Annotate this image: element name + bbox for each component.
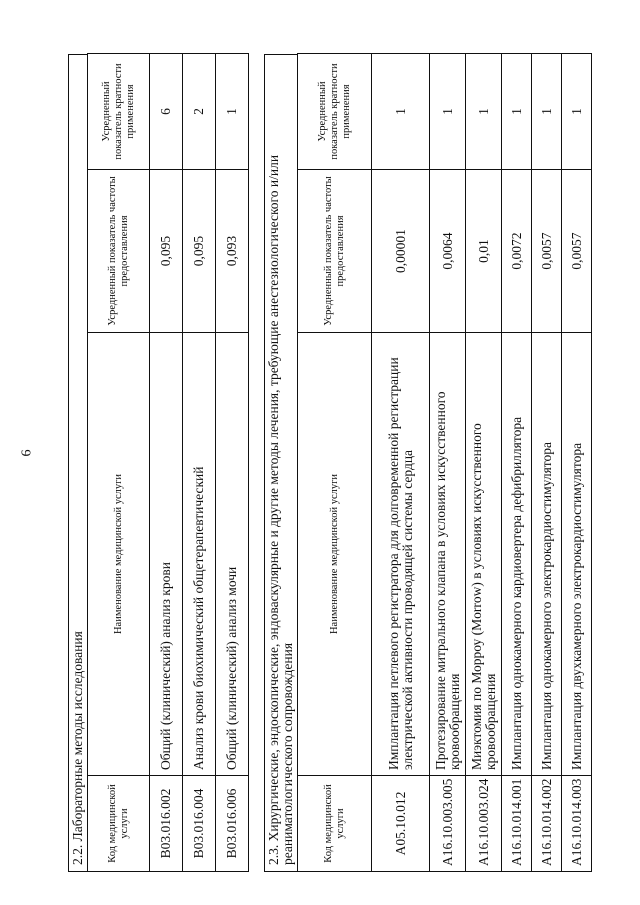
header-frequency: Усредненный показатель частоты предоставления (88, 170, 150, 333)
frequency-value: 0,095 (150, 170, 183, 333)
table-row (430, 54, 466, 872)
frequency-value: 0,093 (216, 170, 249, 333)
section-laboratory (68, 54, 249, 872)
header-name: Наименование медицинской услуги (88, 333, 150, 776)
header-frequency: Усредненный показатель частоты предоставления (298, 170, 372, 333)
service-name: Миэктомия по Морроу (Morrow) в условиях искусственного кровообращения (466, 333, 502, 776)
service-name: Имплантация однокамерного электрокардиостимулятора (532, 333, 562, 776)
service-name: Имплантация однокамерного кардиовертера дефибриллятора (502, 333, 532, 776)
service-code: A16.10.014.001 (502, 776, 532, 872)
service-name: Имплантация петлевого регистратора для долговременной регистрации электрической активности проводящей системы сердца (372, 333, 430, 776)
header-multiplicity: Усредненный показатель кратности применения (88, 54, 150, 170)
frequency-value: 0,095 (183, 170, 216, 333)
service-code: A16.10.003.024 (466, 776, 502, 872)
services-table (87, 53, 249, 872)
page-number: 6 (19, 449, 35, 457)
frequency-value: 0,0072 (502, 170, 532, 333)
frequency-value: 0,00001 (372, 170, 430, 333)
rotated-page-content (0, 45, 640, 890)
header-code: Код медицинской услуги (88, 776, 150, 872)
service-code: B03.016.002 (150, 776, 183, 872)
multiplicity-value: 6 (150, 54, 183, 170)
table-row (532, 54, 562, 872)
service-code: B03.016.004 (183, 776, 216, 872)
multiplicity-value: 1 (372, 54, 430, 170)
service-code: A05.10.012 (372, 776, 430, 872)
header-code: Код медицинской услуги (298, 776, 372, 872)
service-name: Протезирование митрального клапана в условиях искусственного кровообращения (430, 333, 466, 776)
section-title: 2.3. Хирургические, эндоскопические, эндоваскулярные и другие методы лечения, требующие анестезиологического и/или реаниматологического сопровождения (264, 54, 297, 872)
multiplicity-value: 1 (532, 54, 562, 170)
service-code: B03.016.006 (216, 776, 249, 872)
service-code: A16.10.014.002 (532, 776, 562, 872)
table-row (502, 54, 532, 872)
service-code: A16.10.014.003 (562, 776, 592, 872)
frequency-value: 0,01 (466, 170, 502, 333)
table-row (216, 54, 249, 872)
multiplicity-value: 1 (562, 54, 592, 170)
section-surgical (264, 54, 592, 872)
service-name: Анализ крови биохимический общетерапевтический (183, 333, 216, 776)
multiplicity-value: 1 (502, 54, 532, 170)
frequency-value: 0,0064 (430, 170, 466, 333)
table-row (183, 54, 216, 872)
multiplicity-value: 1 (216, 54, 249, 170)
services-table (297, 53, 592, 872)
table-row (466, 54, 502, 872)
service-name: Имплантация двухкамерного электрокардиостимулятора (562, 333, 592, 776)
multiplicity-value: 1 (430, 54, 466, 170)
service-code: A16.10.003.005 (430, 776, 466, 872)
header-multiplicity: Усредненный показатель кратности применения (298, 54, 372, 170)
frequency-value: 0,0057 (532, 170, 562, 333)
service-name: Общий (клинический) анализ мочи (216, 333, 249, 776)
table-row (372, 54, 430, 872)
service-name: Общий (клинический) анализ крови (150, 333, 183, 776)
multiplicity-value: 2 (183, 54, 216, 170)
frequency-value: 0,0057 (562, 170, 592, 333)
table-row (150, 54, 183, 872)
table-row (562, 54, 592, 872)
multiplicity-value: 1 (466, 54, 502, 170)
header-name: Наименование медицинской услуги (298, 333, 372, 776)
section-title: 2.2. Лабораторные методы исследования (68, 54, 87, 872)
